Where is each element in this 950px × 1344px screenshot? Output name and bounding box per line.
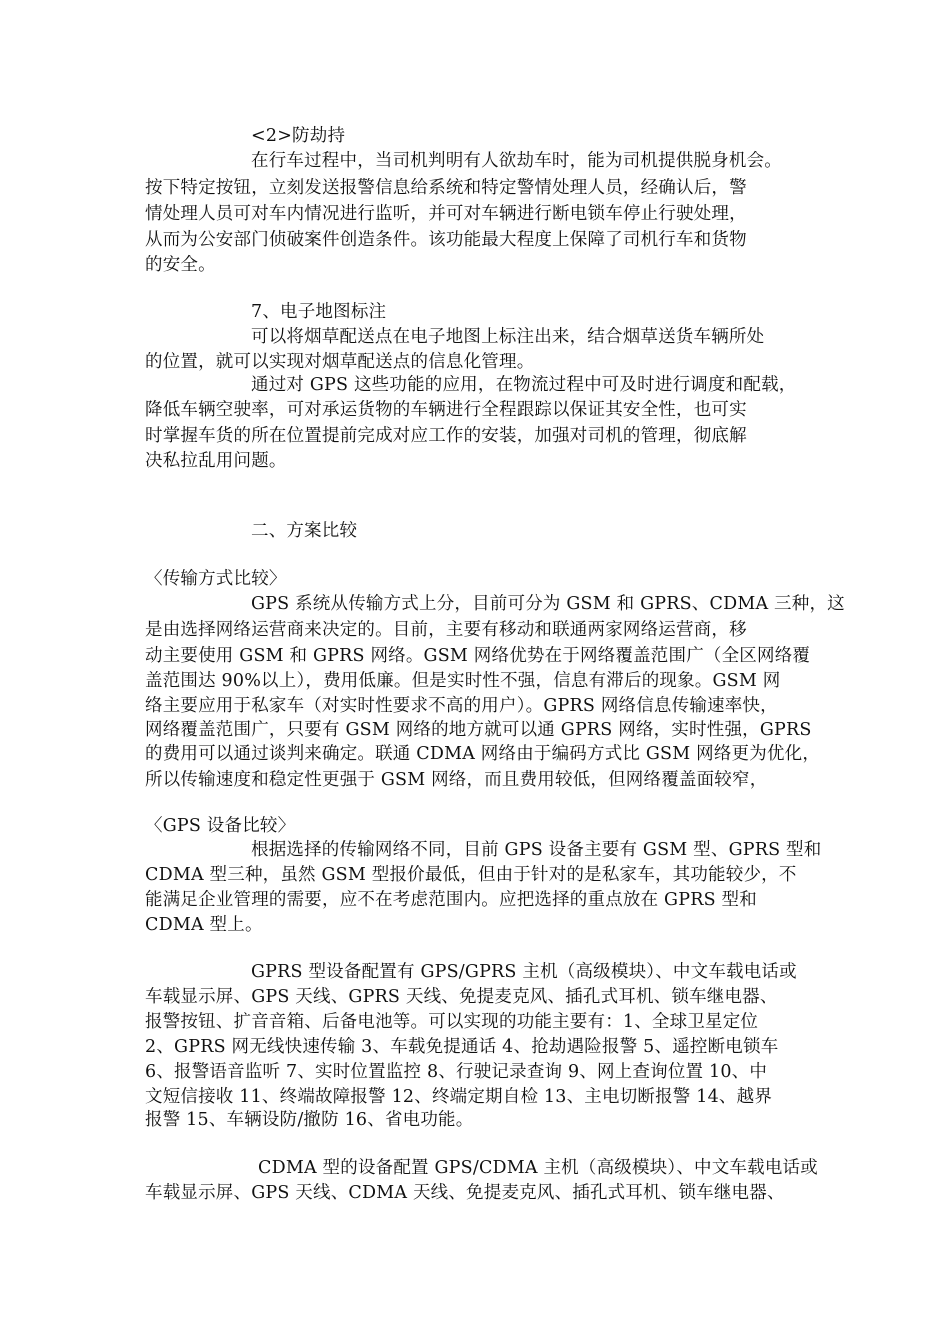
section-heading-transport: 〈传输方式比较〉	[145, 569, 287, 589]
paragraph-line: 能满足企业管理的需要，应不在考虑范围内。应把选择的重点放在 GPRS 型和	[145, 890, 757, 910]
paragraph-line: 络主要应用于私家车（对实时性要求不高的用户）。GPRS 网络信息传输速率快，	[145, 696, 778, 716]
paragraph-line: 可以将烟草配送点在电子地图上标注出来，结合烟草送货车辆所处	[251, 327, 765, 347]
paragraph-line: 是由选择网络运营商来决定的。目前，主要有移动和联通两家网络运营商，移	[145, 620, 747, 640]
paragraph-line: 按下特定按钮，立刻发送报警信息给系统和特定警情处理人员，经确认后，警	[145, 178, 747, 198]
section-heading-compare: 二、方案比较	[251, 521, 358, 541]
paragraph-line: 在行车过程中，当司机判明有人欲劫车时，能为司机提供脱身机会。	[251, 151, 782, 171]
paragraph-line: 降低车辆空驶率，可对承运货物的车辆进行全程跟踪以保证其安全性，也可实	[145, 400, 747, 420]
paragraph-line: CDMA 型三种，虽然 GSM 型报价最低，但由于针对的是私家车，其功能较少，不	[145, 865, 797, 885]
paragraph-line: 情处理人员可对车内情况进行监听，并可对车辆进行断电锁车停止行驶处理，	[145, 204, 747, 224]
paragraph-line: 2、GPRS 网无线快速传输 3、车载免提通话 4、抢劫遇险报警 5、遥控断电锁车	[145, 1037, 779, 1057]
paragraph-line: 时掌握车货的所在位置提前完成对应工作的安装，加强对司机的管理，彻底解	[145, 426, 747, 446]
paragraph-line: GPS 系统从传输方式上分，目前可分为 GSM 和 GPRS、CDMA 三种，这	[251, 594, 845, 614]
paragraph-line: 决私拉乱用问题。	[145, 451, 287, 471]
section-heading-anti-robbery: <2>防劫持	[251, 126, 346, 146]
paragraph-line: CDMA 型的设备配置 GPS/CDMA 主机（高级模块）、中文车载电话或	[258, 1158, 818, 1178]
paragraph-line: 的费用可以通过谈判来确定。联通 CDMA 网络由于编码方式比 GSM 网络更为优化，	[145, 744, 821, 764]
paragraph-line: 文短信接收 11、终端故障报警 12、终端定期自检 13、主电切断报警 14、越界	[145, 1087, 773, 1107]
paragraph-line: 6、报警语音监听 7、实时位置监控 8、行驶记录查询 9、网上查询位置 10、中	[145, 1062, 768, 1082]
paragraph-line: 网络覆盖范围广，只要有 GSM 网络的地方就可以通 GPRS 网络，实时性强，GPRS	[145, 720, 812, 740]
paragraph-line: 动主要使用 GSM 和 GPRS 网络。GSM 网络优势在于网络覆盖范围广（全区网络覆	[145, 646, 811, 666]
paragraph-line: 通过对 GPS 这些功能的应用，在物流过程中可及时进行调度和配载，	[251, 375, 797, 395]
paragraph-line: GPRS 型设备配置有 GPS/GPRS 主机（高级模块）、中文车载电话或	[251, 962, 797, 982]
paragraph-line: 车载显示屏、GPS 天线、CDMA 天线、免提麦克风、插孔式耳机、锁车继电器、	[145, 1183, 785, 1203]
paragraph-line: 从而为公安部门侦破案件创造条件。该功能最大程度上保障了司机行车和货物	[145, 230, 747, 250]
paragraph-line: 报警 15、车辆设防/撤防 16、省电功能。	[145, 1110, 474, 1130]
paragraph-line: 的安全。	[145, 255, 216, 275]
section-heading-device: 〈GPS 设备比较〉	[145, 816, 296, 836]
paragraph-line: 报警按钮、扩音音箱、后备电池等。可以实现的功能主要有：1、全球卫星定位	[145, 1012, 759, 1032]
paragraph-line: 所以传输速度和稳定性更强于 GSM 网络，而且费用较低，但网络覆盖面较窄，	[145, 770, 768, 790]
paragraph-line: 盖范围达 90%以上），费用低廉。但是实时性不强，信息有滞后的现象。GSM 网	[145, 671, 781, 691]
paragraph-line: 的位置，就可以实现对烟草配送点的信息化管理。	[145, 352, 535, 372]
paragraph-line: 车载显示屏、GPS 天线、GPRS 天线、免提麦克风、插孔式耳机、锁车继电器、	[145, 987, 778, 1007]
paragraph-line: 根据选择的传输网络不同，目前 GPS 设备主要有 GSM 型、GPRS 型和	[251, 840, 822, 860]
section-heading-map: 7、电子地图标注	[251, 302, 387, 322]
paragraph-line: CDMA 型上。	[145, 915, 263, 935]
